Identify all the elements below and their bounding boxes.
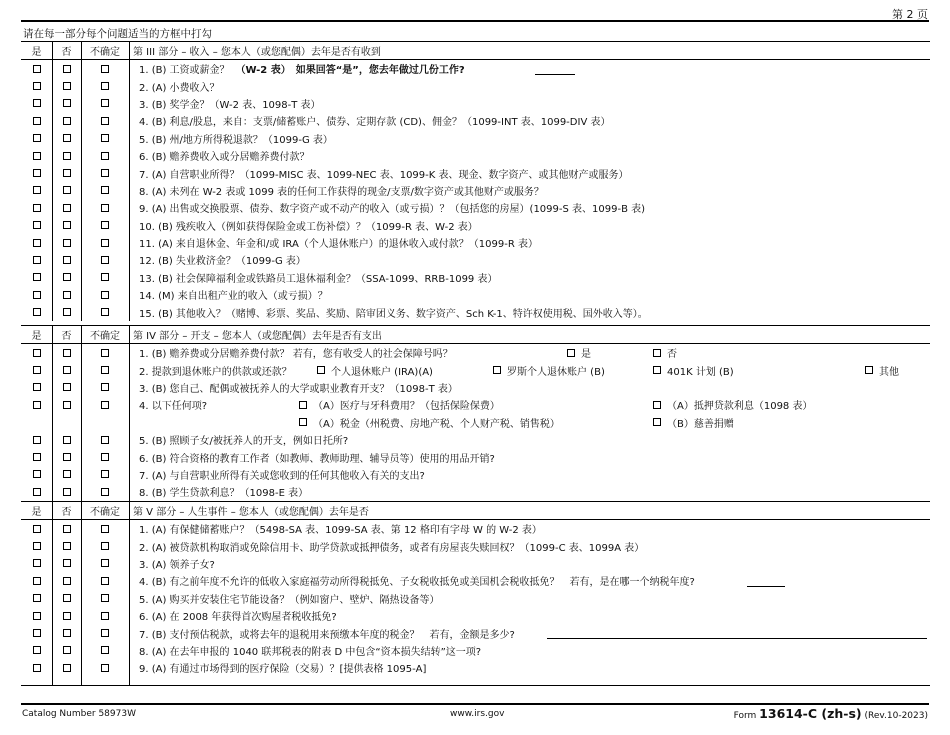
form-number: 13614-C (zh-s) [759,706,862,721]
question-text: 1. (B) 赡养费或分居赡养费付款？ 若有，您有收受人的社会保障号吗？ [139,349,453,361]
question-text: 6. (B) 赡养费收入或分居赡养费付款？ [139,152,310,164]
no-checkbox[interactable] [63,470,71,478]
question-row [21,234,930,251]
unsure-checkbox[interactable] [101,488,109,496]
catalog-number: Catalog Number 58973W [22,709,136,719]
ira-label: 个人退休账户 (IRA)(A) [331,366,433,378]
question-row [21,286,930,303]
no-checkbox[interactable] [63,308,71,316]
question-row [21,251,930,268]
taxes-checkbox[interactable] [299,418,307,426]
unsure-checkbox[interactable] [101,308,109,316]
yes-checkbox[interactable] [33,239,41,247]
unsure-checkbox[interactable] [101,82,109,90]
unsure-checkbox[interactable] [101,366,109,374]
question-text: 9. (A) 有通过市场得到的医疗保险（交易）？[提供表格 1095-A] [139,664,427,676]
no-checkbox[interactable] [63,629,71,637]
part-iv-header [21,326,930,344]
yes-checkbox[interactable] [33,594,41,602]
no-checkbox[interactable] [63,169,71,177]
question-text: 7. (A) 与自营职业所得有关或您收到的任何其他收入有关的支出? [139,470,425,482]
no-checkbox[interactable] [63,256,71,264]
col-no-header: 否 [52,326,82,343]
question-text: 4. (B) 有之前年度不允许的低收入家庭福劳动所得税抵免、子女税收抵免或美国机会税收抵免？ 若有，是在哪一个纳税年度? [139,577,695,589]
yes-checkbox[interactable] [33,152,41,160]
401k-option[interactable] [653,361,734,378]
no-checkbox[interactable] [63,594,71,602]
unsure-checkbox[interactable] [101,629,109,637]
amount-field[interactable] [547,626,927,639]
part-v-header [21,502,930,520]
unsure-checkbox[interactable] [101,542,109,550]
website: www.irs.gov [450,709,505,719]
unsure-checkbox[interactable] [101,256,109,264]
401k-label: 401K 计划 (B) [667,366,734,378]
unsure-checkbox[interactable] [101,239,109,247]
question-text: 13. (B) 社会保障福利金或铁路员工退休福利金？（SSA-1099、RRB-1099 表） [139,273,498,285]
col-yes-header: 是 [21,42,53,59]
no-checkbox[interactable] [63,646,71,654]
ssn-yes-label: 是 [581,349,591,361]
unsure-checkbox[interactable] [101,117,109,125]
question-row [21,60,930,77]
unsure-checkbox[interactable] [101,221,109,229]
question-row [21,130,930,147]
question-row [21,344,930,361]
instruction-text: 请在每一部分每个问题适当的方框中打勾 [23,28,212,40]
yes-checkbox[interactable] [33,646,41,654]
yes-checkbox[interactable] [33,169,41,177]
roth-ira-option[interactable] [493,361,605,378]
yes-checkbox[interactable] [33,134,41,142]
ssn-yes-option[interactable] [567,344,591,361]
yes-checkbox[interactable] [33,401,41,409]
top-rule [21,20,929,22]
yes-checkbox[interactable] [33,488,41,496]
part-iv-section [21,325,930,501]
part-iii-header [21,42,930,60]
tax-year-field[interactable] [747,574,785,587]
question-text: 3. (A) 领养子女? [139,559,215,571]
part-iii-section [21,41,930,321]
no-checkbox[interactable] [63,349,71,357]
roth-ira-checkbox[interactable] [493,366,501,374]
no-checkbox[interactable] [63,453,71,461]
question-text: 9. (A) 出售或交换股票、债券、数字资产或不动产的收入（或亏损）？（包括您的房屋）(1099-S 表、1099-B 表) [139,204,646,216]
charity-option[interactable] [653,414,734,431]
question-row [21,199,930,216]
ira-checkbox[interactable] [317,366,325,374]
question-row [21,147,930,164]
yes-checkbox[interactable] [33,291,41,299]
401k-checkbox[interactable] [653,366,661,374]
yes-checkbox[interactable] [33,82,41,90]
question-text: 2. (A) 小费收入？ [139,82,220,94]
question-row [21,483,930,500]
part-iv-title: 第 IV 部分 – 开支 – 您本人（或您配偶）去年是否有支出 [133,331,382,342]
yes-checkbox[interactable] [33,117,41,125]
question-row [21,361,930,378]
yes-checkbox[interactable] [33,273,41,281]
unsure-checkbox[interactable] [101,186,109,194]
yes-checkbox[interactable] [33,204,41,212]
question-text: 8. (B) 学生贷款利息？（1098-E 表） [139,488,309,500]
yes-checkbox[interactable] [33,453,41,461]
no-checkbox[interactable] [63,186,71,194]
question-text: 8. (A) 在去年申报的 1040 联邦税表的附表 D 中包含“资本损失结转”这一项? [139,646,482,658]
form-id [734,706,928,721]
unsure-checkbox[interactable] [101,559,109,567]
question-text: 11. (A) 来自退休金、年金和/或 IRA（个人退休账户）的退休收入或付款？（1099-R 表） [139,239,538,251]
col-unsure-header: 不确定 [81,502,130,519]
question-row [21,303,930,320]
unsure-checkbox[interactable] [101,470,109,478]
no-checkbox[interactable] [63,204,71,212]
unsure-checkbox[interactable] [101,273,109,281]
question-text: 6. (A) 在 2008 年获得首次购屋者税收抵免? [139,612,337,624]
footer-rule [21,703,929,705]
yes-checkbox[interactable] [33,664,41,672]
question-row [21,520,930,537]
col-yes-header: 是 [21,326,53,343]
yes-checkbox[interactable] [33,99,41,107]
question-row [21,537,930,554]
question-text: 6. (B) 符合资格的教育工作者（如教师、教师助理、辅导员等）使用的用品开销? [139,453,495,465]
ira-option[interactable] [317,361,433,378]
ssn-yes-checkbox[interactable] [567,349,575,357]
question-text: 5. (A) 购买并安装住宅节能设备？（例如窗户、壁炉、隔热设备等） [139,594,440,606]
question-row [21,182,930,199]
taxes-label: （A）税金（州税费、房地产税、个人财产税、销售税） [313,418,560,430]
unsure-checkbox[interactable] [101,577,109,585]
no-checkbox[interactable] [63,577,71,585]
question-row [21,448,930,465]
question-row [21,555,930,572]
no-checkbox[interactable] [63,488,71,496]
charity-checkbox[interactable] [653,418,661,426]
no-checkbox[interactable] [63,291,71,299]
other-label: 其他 [879,366,899,378]
yes-checkbox[interactable] [33,629,41,637]
question-row [21,396,930,413]
question-text: 10. (B) 残疾收入（例如获得保险金或工伤补偿）？（1099-R 表、W-2 表） [139,221,478,233]
no-checkbox[interactable] [63,664,71,672]
col-unsure-header: 不确定 [81,326,130,343]
question-row [21,379,930,396]
no-checkbox[interactable] [63,239,71,247]
taxes-option[interactable] [299,414,560,431]
question-text: 5. (B) 照顾子女/被抚养人的开支，例如日托所? [139,436,349,448]
ssn-no-label: 否 [667,349,677,361]
question-row [21,659,930,676]
unsure-checkbox[interactable] [101,99,109,107]
roth-ira-label: 罗斯个人退休账户 (B) [507,366,605,378]
yes-checkbox[interactable] [33,436,41,444]
unsure-checkbox[interactable] [101,453,109,461]
question-text: 4. 以下任何项? [139,401,208,413]
question-text [139,60,465,77]
no-checkbox[interactable] [63,366,71,374]
unsure-checkbox[interactable] [101,349,109,357]
no-checkbox[interactable] [63,82,71,90]
yes-checkbox[interactable] [33,470,41,478]
question-row [21,607,930,624]
medical-option[interactable] [299,396,500,413]
col-unsure-header: 不确定 [81,42,130,59]
unsure-checkbox[interactable] [101,612,109,620]
no-checkbox[interactable] [63,273,71,281]
unsure-checkbox[interactable] [101,436,109,444]
yes-checkbox[interactable] [33,221,41,229]
yes-checkbox[interactable] [33,525,41,533]
col-no-header: 否 [52,42,82,59]
col-yes-header: 是 [21,502,53,519]
ssn-no-option[interactable] [653,344,677,361]
yes-checkbox[interactable] [33,349,41,357]
question-text: 5. (B) 州/地方所得税退款？（1099-G 表） [139,134,333,146]
question-text: 1. (A) 有保健储蓄账户？（5498-SA 表、1099-SA 表、第 12 格印有字母 W 的 W-2 表） [139,525,542,537]
no-checkbox[interactable] [63,134,71,142]
part-v-title: 第 V 部分 – 人生事件 – 您本人（或您配偶）去年是否 [133,507,369,518]
question-text: 2. (A) 被贷款机构取消或免除信用卡、助学贷款或抵押债务，或者有房屋丧失赎回权？（1099-C 表、1099A 表） [139,542,645,554]
yes-checkbox[interactable] [33,612,41,620]
spacer-row [21,677,930,685]
no-checkbox[interactable] [63,436,71,444]
yes-checkbox[interactable] [33,559,41,567]
medical-label: （A）医疗与牙科费用？（包括保险保费） [313,401,500,413]
charity-label: （B）慈善捐赠 [667,418,734,430]
question-text: 2. 提款到退休账户的供款或还款？ [139,366,292,378]
mortgage-checkbox[interactable] [653,401,661,409]
question-text: 15. (B) 其他收入？（赌博、彩票、奖品、奖励、陪审团义务、数字资产、Sch K-1、特许权使用税、国外收入等）。 [139,308,648,320]
no-checkbox[interactable] [63,612,71,620]
part-iii-title: 第 III 部分 – 收入 – 您本人（或您配偶）去年是否有收到 [133,47,381,58]
question-row [21,624,930,641]
no-checkbox[interactable] [63,525,71,533]
unsure-checkbox[interactable] [101,134,109,142]
unsure-checkbox[interactable] [101,169,109,177]
unsure-checkbox[interactable] [101,525,109,533]
yes-checkbox[interactable] [33,65,41,73]
no-checkbox[interactable] [63,542,71,550]
no-checkbox[interactable] [63,221,71,229]
page-number: 第 2 页 [892,8,928,21]
question-row [21,112,930,129]
question-row [21,431,930,448]
form-revision: (Rev.10-2023) [864,711,928,721]
question-text: 14. (M) 来自出租产业的收入（或亏损）？ [139,291,328,303]
medical-checkbox[interactable] [299,401,307,409]
question-row [21,466,930,483]
yes-checkbox[interactable] [33,186,41,194]
question-row [21,642,930,659]
other-option[interactable] [865,361,899,378]
mortgage-option[interactable] [653,396,812,413]
no-checkbox[interactable] [63,383,71,391]
yes-checkbox[interactable] [33,577,41,585]
question-row [21,269,930,286]
yes-checkbox[interactable] [33,308,41,316]
unsure-checkbox[interactable] [101,646,109,654]
no-checkbox[interactable] [63,152,71,160]
jobs-count-field[interactable] [535,62,575,75]
unsure-checkbox[interactable] [101,401,109,409]
unsure-checkbox[interactable] [101,664,109,672]
question-row [21,77,930,94]
question-row-continued [21,414,930,431]
no-checkbox[interactable] [63,65,71,73]
form-prefix: Form [733,711,757,721]
no-checkbox[interactable] [63,117,71,125]
no-checkbox[interactable] [63,401,71,409]
unsure-checkbox[interactable] [101,65,109,73]
no-checkbox[interactable] [63,559,71,567]
yes-checkbox[interactable] [33,256,41,264]
question-text: 3. (B) 您自己、配偶或被抚养人的大学或职业教育开支？（1098-T 表） [139,383,458,395]
unsure-checkbox[interactable] [101,291,109,299]
yes-checkbox[interactable] [33,383,41,391]
question-text: 7. (A) 自营职业所得？（1099-MISC 表、1099-NEC 表、1099-K 表、现金、数字资产、或其他财产或服务） [139,169,629,181]
wages-question: 1. (B) 工资或薪金？ [139,65,230,77]
question-text: 8. (A) 未列在 W-2 表或 1099 表的任何工作获得的现金/支票/数字资产或其他财产或服务？ [139,186,544,198]
question-row [21,572,930,589]
question-text: 3. (B) 奖学金？（W-2 表、1098-T 表） [139,99,321,111]
unsure-checkbox[interactable] [101,383,109,391]
question-text: 7. (B) 支付预估税款，或将去年的退税用来预缴本年度的税金？ 若有，金额是多少? [139,629,515,641]
col-no-header: 否 [52,502,82,519]
unsure-checkbox[interactable] [101,152,109,160]
wages-followup: （W-2 表） 如果回答“是”，您去年做过几份工作? [235,65,465,77]
part-v-section [21,501,930,686]
question-row [21,590,930,607]
question-text: 4. (B) 利息/股息，来自：支票/储蓄账户、债券、定期存款 (CD)、佣金？（1099-INT 表、1099-DIV 表） [139,117,611,129]
question-row [21,164,930,181]
yes-checkbox[interactable] [33,366,41,374]
unsure-checkbox[interactable] [101,204,109,212]
unsure-checkbox[interactable] [101,594,109,602]
other-checkbox[interactable] [865,366,873,374]
no-checkbox[interactable] [63,99,71,107]
mortgage-label: （A）抵押贷款利息（1098 表） [667,401,813,413]
question-row [21,217,930,234]
ssn-no-checkbox[interactable] [653,349,661,357]
question-text: 12. (B) 失业救济金？（1099-G 表） [139,256,306,268]
question-row [21,95,930,112]
yes-checkbox[interactable] [33,542,41,550]
